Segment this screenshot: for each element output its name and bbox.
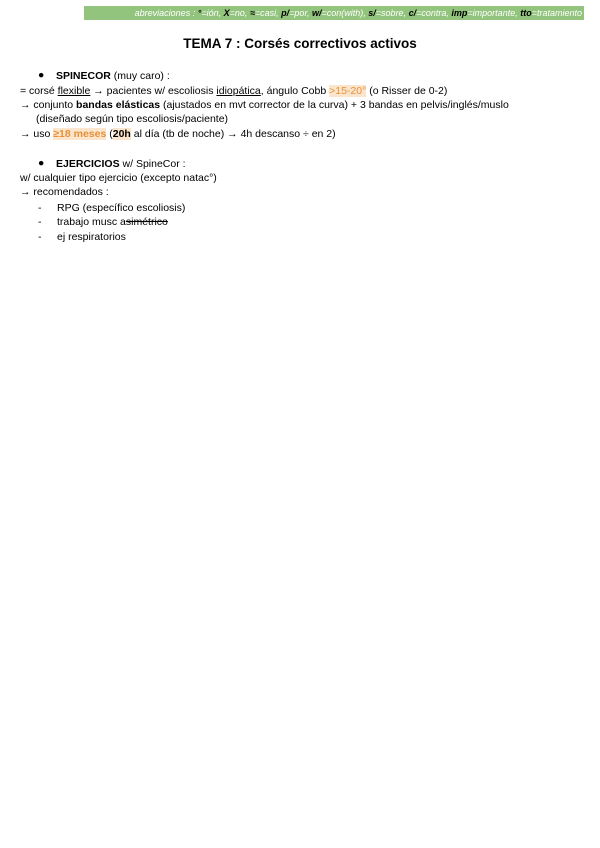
abbreviations-prefix: abreviaciones : (134, 8, 196, 18)
abbr-key: ≈ (249, 8, 255, 18)
abbr-key: w/ (311, 8, 322, 18)
abbr-value: =sobre, (375, 8, 407, 18)
meses-term: ≥18 meses (53, 128, 107, 140)
abbr-value: =no, (229, 8, 248, 18)
ejercicios-line-2: → recomendados : (20, 186, 109, 198)
idiopatica-term: idiopática (216, 85, 261, 97)
abbreviations-legend (84, 6, 584, 20)
text-segment: → pacientes w/ escoliosis (90, 85, 217, 97)
cobb-angle-highlight (329, 85, 366, 97)
ejercicios-line-1: w/ cualquier tipo ejercicio (excepto natac°) (20, 172, 217, 184)
spinecor-line-2 (20, 99, 509, 112)
abbr-key: p/ (281, 8, 290, 18)
spinecor-heading: SPINECOR (56, 70, 111, 82)
dash: - (38, 202, 42, 214)
text-segment: (o Risser de 0-2) (366, 85, 448, 97)
abbr-value: =ión, (201, 8, 222, 18)
abbr-key: s/ (368, 8, 376, 18)
bullet-icon: ● (38, 157, 45, 169)
abbr-value: =importante, (467, 8, 518, 18)
ejercicios-heading: EJERCICIOS (56, 158, 120, 170)
spinecor-line-3: (diseñado según tipo escoliosis/paciente) (36, 113, 229, 125)
abbr-key: X (223, 8, 230, 18)
list-item (38, 216, 42, 229)
dash: - (38, 216, 42, 228)
list-item (38, 202, 42, 215)
text-segment: (ajustados en mvt corrector de la curva) + 3 bandas en pelvis/inglés/muslo (160, 99, 509, 111)
bullet-icon: ● (38, 69, 45, 81)
ejercicios-heading-line (56, 158, 186, 171)
spinecor-line-4 (20, 128, 336, 141)
abbr-value: =tratamiento (531, 8, 582, 18)
list-item (38, 231, 42, 244)
cobb-angle: >15-20° (329, 85, 367, 97)
text-segment: = corsé (20, 85, 58, 97)
abbr-value: =contra, (416, 8, 449, 18)
bandas-term: bandas elásticas (76, 99, 161, 111)
spinecor-heading-line (56, 70, 170, 83)
strike-segment: simétrico (125, 216, 168, 228)
flexible-term: flexible (57, 85, 91, 97)
text-segment: trabajo musc a (57, 216, 126, 228)
spinecor-heading-note: (muy caro) : (110, 70, 170, 82)
list-item-text (57, 216, 168, 229)
abbr-value: =con(with), (321, 8, 366, 18)
text-segment: al día (tb de noche) → 4h descanso ÷ en 2) (130, 128, 336, 140)
list-item-text (57, 231, 126, 244)
text-segment: , ángulo Cobb (260, 85, 330, 97)
page-title: TEMA 7 : Corsés correctivos activos (183, 36, 417, 51)
text-segment: → conjunto (20, 99, 77, 111)
dash: - (38, 231, 42, 243)
text-segment: → uso (20, 128, 54, 140)
horas-highlight: 20h (112, 128, 131, 140)
text-segment: RPG (específico escoliosis) (57, 202, 186, 214)
abbr-key: tto (520, 8, 532, 18)
text-segment: ej respiratorios (57, 231, 126, 243)
abbr-value: =casi, (254, 8, 279, 18)
abbr-key: ° (197, 8, 202, 18)
text-segment: ( (106, 128, 113, 140)
spinecor-line-1 (20, 85, 447, 98)
list-item-text (57, 202, 185, 215)
ejercicios-heading-note: w/ SpineCor : (119, 158, 186, 170)
abbr-key: c/ (408, 8, 417, 18)
abbr-key: imp (451, 8, 468, 18)
abbr-value: =por, (289, 8, 310, 18)
meses-highlight (53, 128, 106, 140)
